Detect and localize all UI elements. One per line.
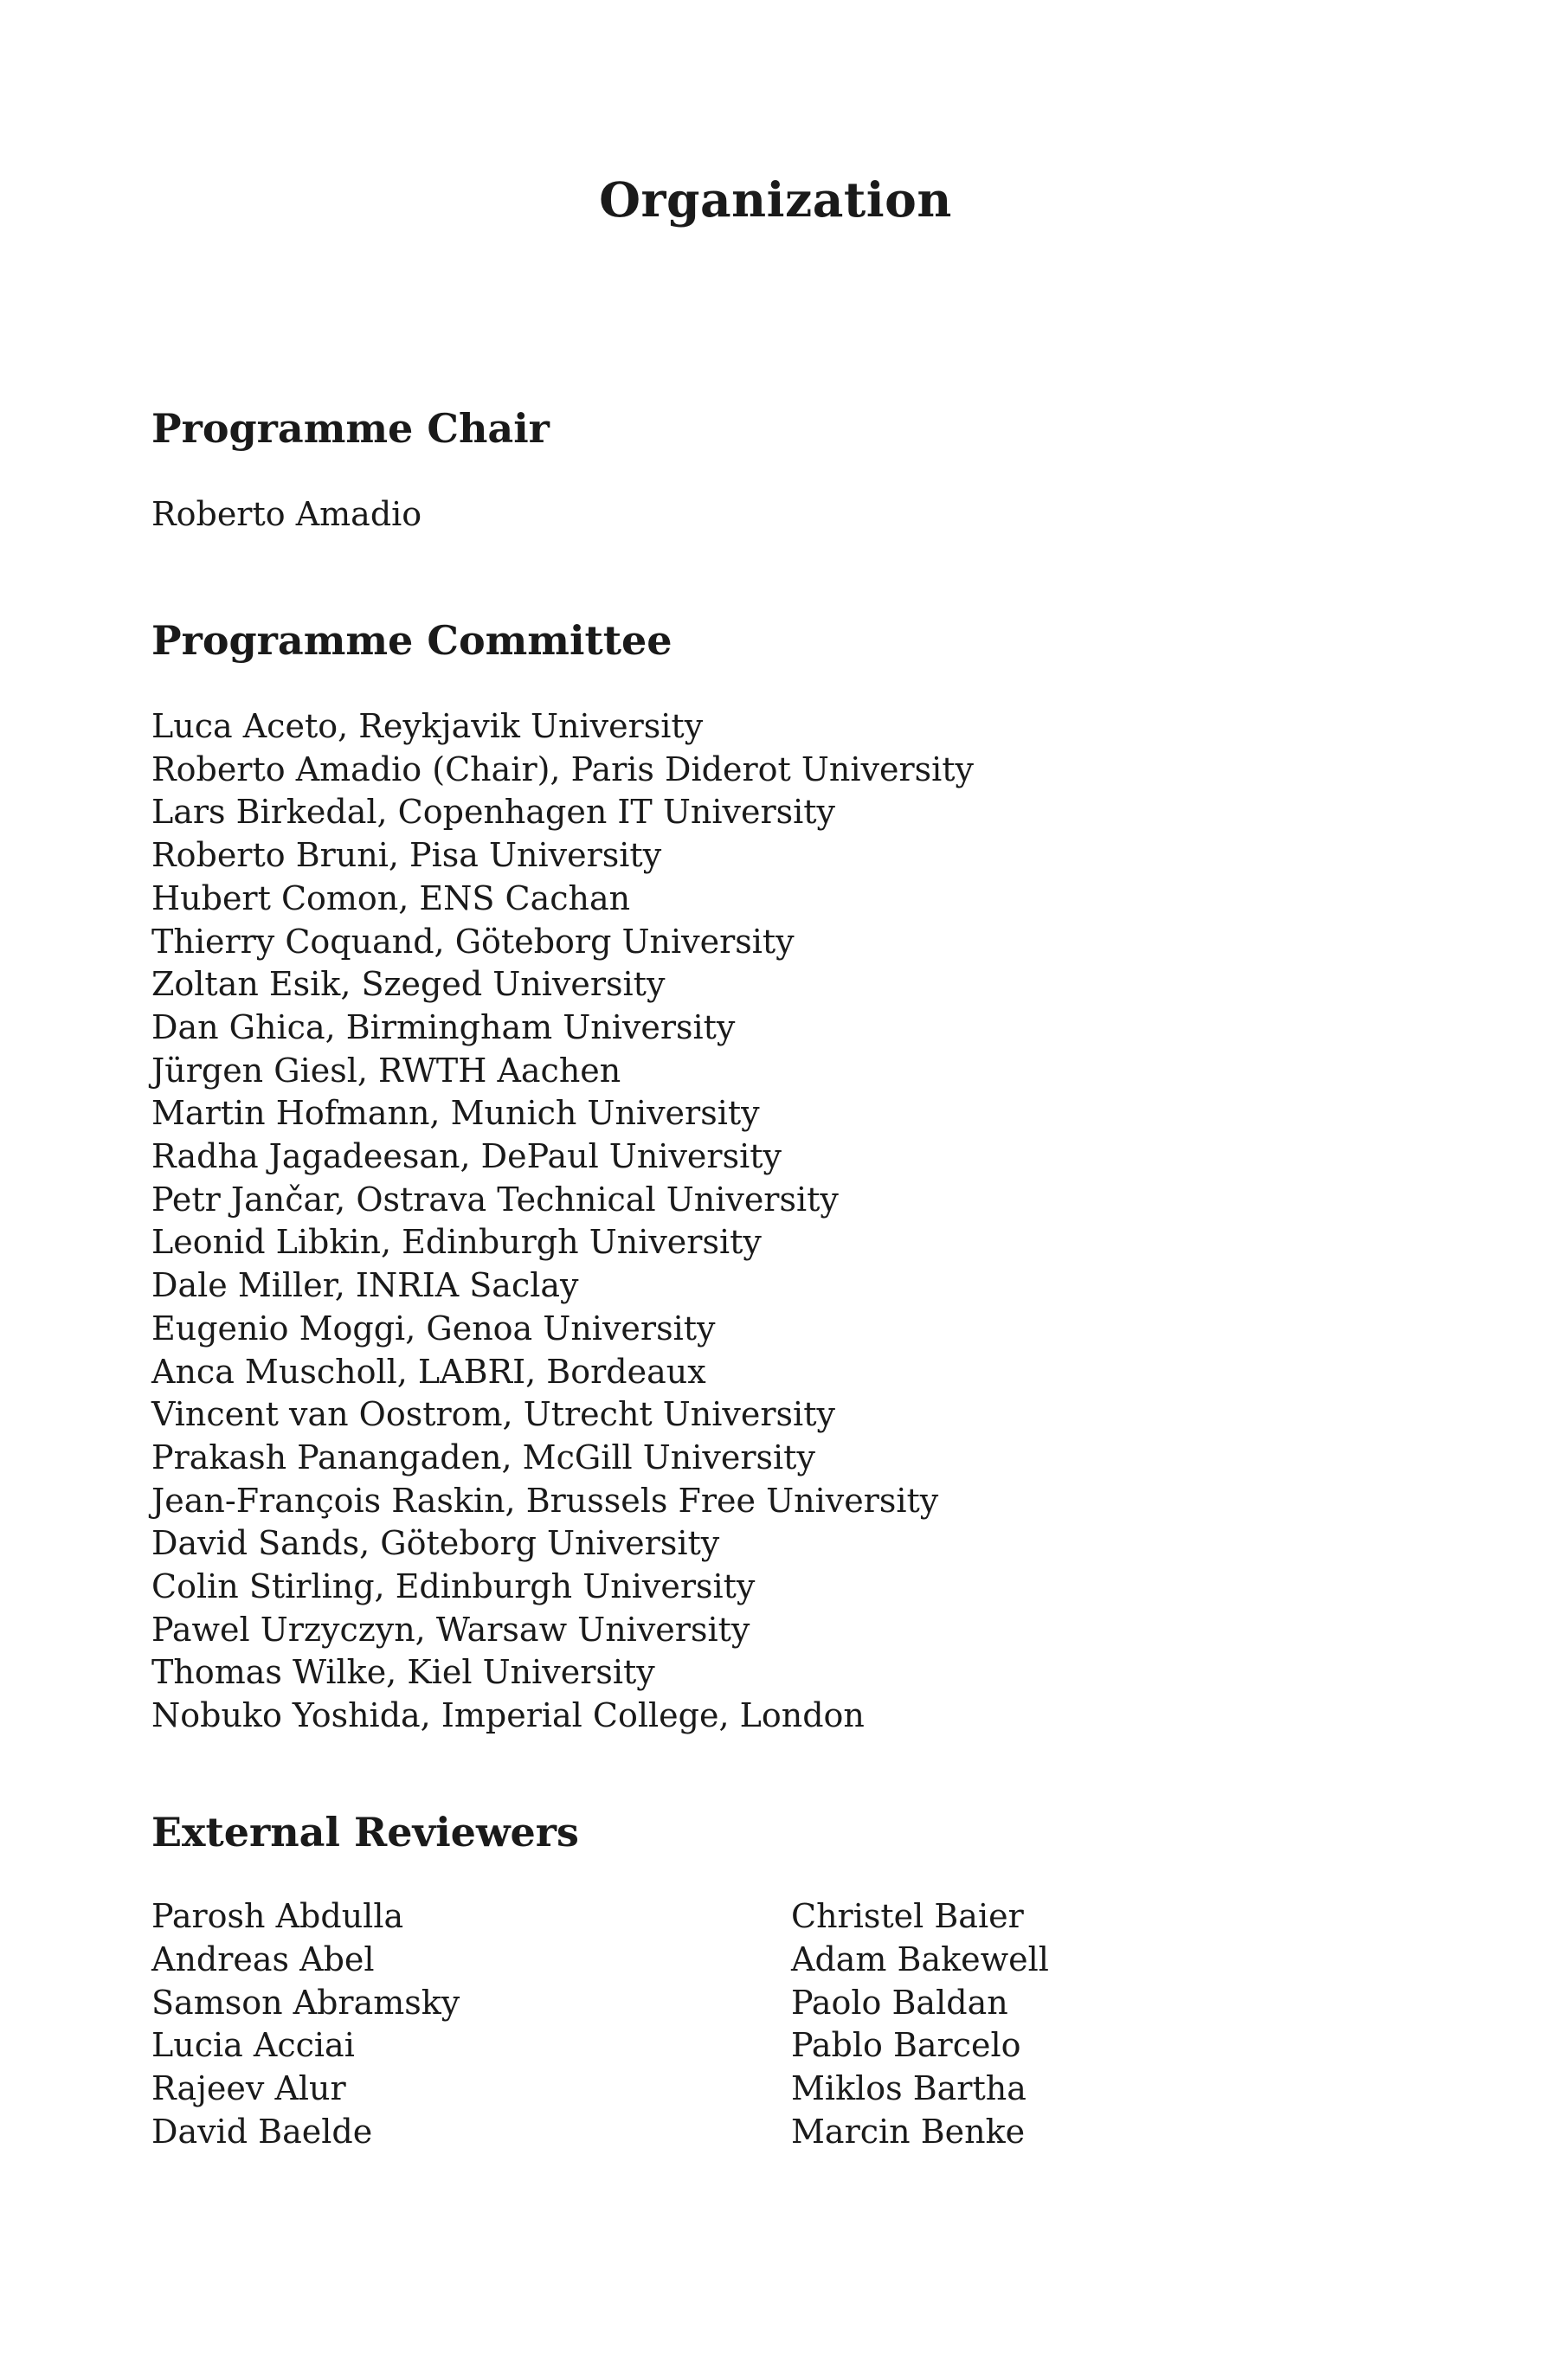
committee-member: Hubert Comon, ENS Cachan	[151, 878, 631, 917]
reviewer-name: Lucia Acciai	[151, 2026, 355, 2065]
committee-member: Lars Birkedal, Copenhagen IT University	[151, 793, 836, 832]
committee-member: Luca Aceto, Reykjavik University	[151, 707, 704, 745]
committee-member: Radha Jagadeesan, DePaul University	[151, 1137, 782, 1176]
committee-member: Dale Miller, INRIA Saclay	[151, 1266, 579, 1305]
programme-chair-heading: Programme Chair	[151, 405, 550, 452]
reviewers-right-column	[791, 1895, 1049, 2154]
reviewer-name: Miklos Bartha	[791, 2069, 1026, 2108]
committee-member: Eugenio Moggi, Genoa University	[151, 1309, 716, 1348]
committee-member: Roberto Amadio (Chair), Paris Diderot University	[151, 749, 974, 788]
reviewer-name: Parosh Abdulla	[151, 1897, 404, 1935]
committee-member: Dan Ghica, Birmingham University	[151, 1007, 736, 1046]
committee-member: Thomas Wilke, Kiel University	[151, 1653, 655, 1692]
reviewer-name: Paolo Baldan	[791, 1983, 1008, 2022]
programme-committee-list	[151, 705, 974, 1738]
committee-member: Colin Stirling, Edinburgh University	[151, 1567, 756, 1606]
external-reviewers-heading: External Reviewers	[151, 1809, 579, 1856]
page-title: Organization	[599, 171, 952, 228]
committee-member: Leonid Libkin, Edinburgh University	[151, 1223, 762, 1262]
reviewers-left-column	[151, 1895, 460, 2154]
committee-member: Jürgen Giesl, RWTH Aachen	[151, 1051, 621, 1090]
committee-member: Vincent van Oostrom, Utrecht University	[151, 1395, 835, 1434]
reviewer-name: David Baelde	[151, 2112, 373, 2151]
reviewer-name: Rajeev Alur	[151, 2069, 346, 2108]
programme-chair-name: Roberto Amadio	[151, 495, 422, 533]
programme-committee-heading: Programme Committee	[151, 617, 673, 664]
reviewer-name: Samson Abramsky	[151, 1983, 460, 2022]
reviewer-name: Andreas Abel	[151, 1939, 375, 1978]
reviewer-name: Marcin Benke	[791, 2112, 1026, 2151]
reviewer-name: Adam Bakewell	[791, 1939, 1049, 1978]
committee-member: Pawel Urzyczyn, Warsaw University	[151, 1610, 750, 1649]
committee-member: David Sands, Göteborg University	[151, 1524, 720, 1563]
committee-member: Prakash Panangaden, McGill University	[151, 1438, 815, 1476]
committee-member: Zoltan Esik, Szeged University	[151, 965, 666, 1004]
committee-member: Thierry Coquand, Göteborg University	[151, 922, 795, 961]
committee-member: Nobuko Yoshida, Imperial College, London	[151, 1696, 865, 1735]
committee-member: Petr Jančar, Ostrava Technical University	[151, 1180, 839, 1219]
reviewer-name: Pablo Barcelo	[791, 2026, 1021, 2065]
committee-member: Roberto Bruni, Pisa University	[151, 836, 662, 875]
committee-member: Martin Hofmann, Munich University	[151, 1094, 760, 1133]
committee-member: Anca Muscholl, LABRI, Bordeaux	[151, 1352, 706, 1391]
committee-member: Jean-François Raskin, Brussels Free University	[151, 1481, 939, 1520]
reviewer-name: Christel Baier	[791, 1897, 1024, 1935]
